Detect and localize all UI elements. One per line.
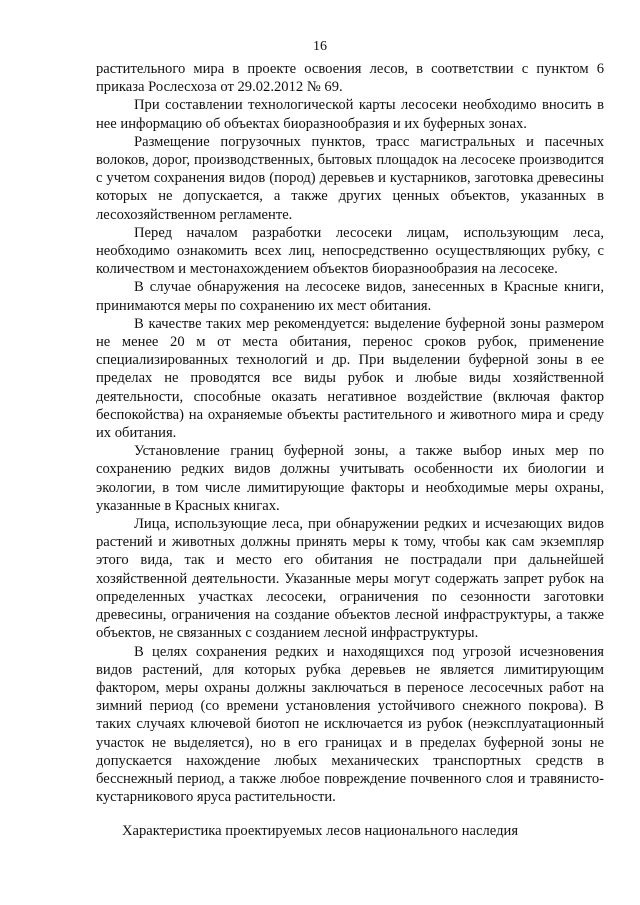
page-number: 16 (313, 39, 327, 54)
paragraph-rare-species-detection: Лица, использующие леса, при обнаружении редких и исчезающих видов растений и животных должны принять меры к тому, чтобы как сам экземпляр этого вида, так и место его обитания не пострадали при дальнейшей хозяйственной деятельности. Указанные меры могут содержать запрет рубок на определенных участках лесосеки, ограничения по сезонности заготовки древесины, ограничения на создание объектов лесной инфраструктуры, а также объектов, не связанных с созданием лесной инфраструктуры. (96, 516, 604, 642)
paragraph-before-logging: Перед началом разработки лесосеки лицам, использующим леса, необходимо ознакомить всех лиц, непосредственно осуществляющих рубку, с количеством и местонахождением объектов биоразнообразия на лесосеке. (96, 224, 604, 278)
paragraph-technological-map: При составлении технологической карты лесосеки необходимо вносить в нее информацию об объектах биоразнообразия и их буферных зонах. (96, 97, 604, 132)
paragraph-buffer-zone-boundaries: Установление границ буферной зоны, а также выбор иных мер по сохранению редких видов должны учитывать особенности их биологии и экологии, в том числе лимитирующие факторы и необходимые меры охраны, указанные в Красных книгах. (96, 443, 604, 514)
body-text (96, 60, 604, 806)
paragraph-winter-logging: В целях сохранения редких и находящихся под угрозой исчезновения видов растений, для которых рубка деревьев не является лимитирующим фактором, меры охраны должны заключаться в переносе лесосечных работ на зимний период (со времени установления устойчивого снежного покрова). В таких случаях ключевой биотоп не исключается из рубок (неэксплуатационный участок не выделяется), но в его границах и в пределах буферной зоны не допускается нахождение любых механических транспортных средств в бесснежный период, а также любое повреждение почвенного слоя и травянисто-кустарникового яруса растительности. (96, 643, 604, 806)
paragraph-red-book-species: В случае обнаружения на лесосеке видов, занесенных в Красные книги, принимаются меры по сохранению их мест обитания. (96, 279, 604, 314)
section-heading: Характеристика проектируемых лесов национального наследия (121, 823, 519, 839)
paragraph-recommended-measures: В качестве таких мер рекомендуется: выделение буферной зоны размером не менее 20 м от места обитания, перенос сроков рубок, применение специализированных технологий и др. При выделении буферной зоны в ее пределах не проводятся все виды рубок и любые виды хозяйственной деятельности, способные оказать негативное воздействие (включая фактор беспокойства) на охраняемые объекты растительного и животного мира и среду их обитания. (96, 315, 604, 442)
paragraph-continuation: растительного мира в проекте освоения лесов, в соответствии с пунктом 6 приказа Рослесхоза от 29.02.2012 № 69. (96, 61, 604, 96)
paragraph-loading-points: Размещение погрузочных пунктов, трасс магистральных и пасечных волоков, дорог, производственных, бытовых площадок на лесосеке производится с учетом сохранения видов (пород) деревьев и кустарников, заготовка древесины которых не допускается, а также других ценных объектов, указанных в лесохозяйственном регламенте. (96, 133, 604, 223)
